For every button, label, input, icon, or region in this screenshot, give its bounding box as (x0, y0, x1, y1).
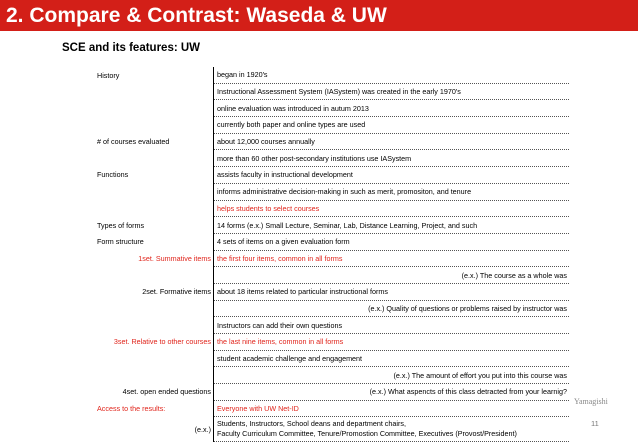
row-label (94, 150, 214, 167)
table-row (94, 267, 569, 284)
table-row (94, 200, 569, 217)
row-label (94, 117, 214, 134)
row-label (94, 183, 214, 200)
row-value: 4 sets of items on a given evaluation form (214, 233, 570, 250)
row-label (94, 267, 214, 284)
features-table (94, 67, 569, 442)
row-label (94, 317, 214, 334)
row-value: began in 1920's (214, 67, 570, 83)
row-value: (e.x.) Quality of questions or problems raised by instructor was (214, 300, 570, 317)
row-value-highlight: the first four items, common in all forms (214, 250, 570, 267)
row-label: 4set. open ended questions (122, 387, 211, 397)
row-value (214, 417, 570, 442)
row-label (94, 367, 214, 384)
table-row (94, 417, 569, 442)
table-row (94, 233, 569, 250)
page-number: 11 (591, 419, 599, 428)
row-label: 2set. Formative items (142, 287, 211, 297)
slide-subtitle: SCE and its features: UW (62, 42, 201, 54)
table-row (94, 117, 569, 134)
row-value-highlight: Everyone with UW Net-ID (214, 400, 570, 417)
row-value: Instructors can add their own questions (214, 317, 570, 334)
table-row (94, 67, 569, 83)
row-value: about 12,000 courses annually (214, 133, 570, 150)
row-label: (e.x.) (194, 424, 211, 434)
row-label-highlight: 1set. Summative items (138, 253, 211, 263)
table-row (94, 350, 569, 367)
table-row (94, 167, 569, 184)
slide-title: 2. Compare & Contrast: Waseda & UW (0, 0, 638, 31)
table-row (94, 400, 569, 417)
row-value-highlight: the last nine items, common in all forms (214, 334, 570, 351)
table-row (94, 334, 569, 351)
row-label (94, 200, 214, 217)
row-label: Types of forms (97, 220, 145, 230)
row-value: 14 forms (e.x.) Small Lecture, Seminar, Lab, Distance Learning, Project, and such (214, 217, 570, 234)
row-value: (e.x.) The course as a whole was (214, 267, 570, 284)
row-value: Instructional Assessment System (IASystem) was created in the early 1970's (214, 83, 570, 100)
row-value: (e.x.) What aspencts of this class detracted from your learnig? (214, 384, 570, 401)
row-label (94, 300, 214, 317)
row-label: # of courses evaluated (97, 137, 170, 147)
row-label-highlight: Access to the results: (97, 404, 166, 414)
row-label: Form structure (97, 237, 144, 247)
row-value-line: Students, Instructors, School deans and department chairs, (217, 419, 406, 429)
table-row (94, 133, 569, 150)
table-row (94, 217, 569, 234)
table-row (94, 100, 569, 117)
table-row (94, 300, 569, 317)
table-row (94, 317, 569, 334)
row-label (94, 100, 214, 117)
row-label (94, 83, 214, 100)
table-row (94, 183, 569, 200)
row-value: informs administrative decision-making in such as merit, promositon, and tenure (214, 183, 570, 200)
row-label: Functions (97, 170, 129, 180)
row-value: (e.x.) The amount of effort you put into this course was (214, 367, 570, 384)
table-row (94, 83, 569, 100)
row-label (94, 350, 214, 367)
table-row (94, 150, 569, 167)
table-row (94, 283, 569, 300)
row-value-highlight: helps students to select courses (214, 200, 570, 217)
author-name: Yamagishi (574, 397, 608, 406)
row-value: online evaluation was introduced in autum 2013 (214, 100, 570, 117)
row-value: currently both paper and online types are used (214, 117, 570, 134)
row-value: assists faculty in instructional development (214, 167, 570, 184)
row-value: student academic challenge and engagement (214, 350, 570, 367)
table-row (94, 250, 569, 267)
row-value: more than 60 other post-secondary institutions use IASystem (214, 150, 570, 167)
row-value-line: Faculty Curriculum Committee, Tenure/Promostion Committee, Executives (Provost/President) (217, 429, 517, 439)
row-label-highlight: 3set. Relative to other courses (113, 337, 211, 347)
table-row (94, 384, 569, 401)
row-value: about 18 items related to particular instructional forms (214, 283, 570, 300)
table-row (94, 367, 569, 384)
row-label: History (97, 70, 120, 80)
